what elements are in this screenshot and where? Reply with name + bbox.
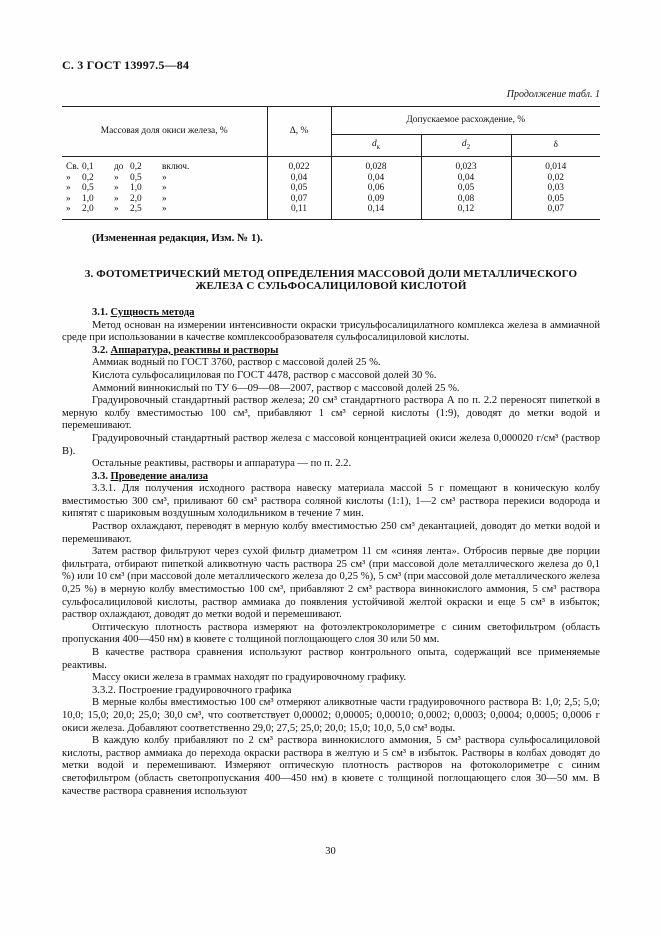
range-prefix: » [66,204,71,215]
range-to: 2,5 [130,204,142,215]
edition-note: (Измененная редакция, Изм. № 1). [92,231,263,244]
document-page [62,58,600,798]
d2-value: 0,08 [457,193,475,204]
sigma-cell [511,157,600,220]
paragraph: 3.3.1. Для получения исходного раствора навеску материала массой 5 г помещают в коническую колбу вместимостью 300 см³, приливают 60 см³ раствора соляной кислоты (1:1), 1—2 см³ раствора перекиси водорода и кипятят с шариковым воздушным холодильником в течение 7 мин. [62,483,600,520]
tolerance-table [62,106,600,220]
range-suffix: » [162,204,167,215]
dk-value: 0,06 [367,183,385,194]
range-mid: » [114,183,119,194]
mass-fraction-range [66,162,267,173]
delta-value: 0,11 [290,204,308,215]
mass-fraction-range [66,183,267,194]
delta-cell [267,157,331,220]
dk-value: 0,09 [367,193,385,204]
paragraph: 3.3.2. Построение градуировочного графика [92,684,292,696]
sigma-value: 0,05 [547,193,564,204]
range-from: 0,5 [82,183,94,194]
mass-fraction-cell [62,157,267,220]
subsection-heading: 3.2. Аппаратура, реактивы и растворы [92,344,279,356]
range-to: 1,0 [130,183,142,194]
mass-fraction-range [66,173,267,184]
dk-cell [331,157,421,220]
header-tolerance-group: Допускаемое расхождение, % [331,107,600,135]
sigma-value: 0,014 [545,162,567,172]
paragraph: Градуировочный стандартный раствор железа с массовой концентрацией окиси железа 0,000020 г/см³ (раствор В). [62,432,600,457]
subsection-heading: 3.1. Сущность метода [92,306,195,318]
range-mid: » [114,193,119,204]
range-prefix: Св. [66,162,80,172]
dk-value: 0,028 [365,162,387,172]
paragraph: Градуировочный стандартный раствор железа; 20 см³ стандартного раствора А по п. 2.2 переносят пипеткой в мерную колбу вместимостью 100 см³, прибавляют 1 см³ серной кислоты (1:9), доводят до метки водой и перемешивают. [62,395,600,432]
paragraph: Метод основан на измерении интенсивности окраски трисульфосалицилатного комплекса железа в аммиачной среде при использовании в качестве комплексообразователя сульфосалициловой кислоты. [62,319,600,344]
header-sigma: δ [511,135,600,157]
d2-value: 0,12 [457,204,475,215]
range-prefix: » [66,172,71,183]
range-suffix: » [162,172,167,183]
dk-value: 0,04 [367,172,385,183]
range-from: 1,0 [82,193,94,204]
range-mid: » [114,172,119,183]
delta-value: 0,022 [288,162,310,172]
paragraph: Остальные реактивы, растворы и аппаратура — по п. 2.2. [92,458,352,470]
section-body [62,307,600,798]
delta-value: 0,05 [290,183,308,194]
range-suffix: » [162,183,167,194]
d2-value: 0,04 [457,172,475,183]
header-d2: $d_2$ [421,135,511,157]
sigma-value: 0,07 [547,204,564,215]
table-body-row [62,157,600,220]
d2-value: 0,023 [455,162,477,172]
d2-value: 0,05 [457,183,475,194]
range-suffix: » [162,193,167,204]
paragraph: Затем раствор фильтруют через сухой фильтр диаметром 11 см «синяя лента». Отбросив первые две порции фильтрата, отбирают пипеткой аликвотную часть раствора 25 см³ (при массовой доле металлического железа до 0,1 %) или 10 см³ (при массовой доле металлического железа до 0,25 %), 5 см³ (при массовой доле металлического железа 0,25 %) в мерную колбу вместимостью 100 см³, прибавляют 2 см³ раствора виннокислого аммония, 5 см³ раствора сульфосалициловой кислоты, раствор аммиака до появления устойчивой желтой окраски и еще 5 см³ в избыток; раствор охлаждают, доводят до метки водой и перемешивают. [62,546,600,621]
range-to: 0,5 [130,172,142,183]
d2-cell [421,157,511,220]
range-prefix: » [66,183,71,194]
table-continuation-label: Продолжение табл. 1 [506,89,600,100]
paragraph: В качестве раствора сравнения используют раствор контрольного опыта, содержащий все применяемые реактивы. [62,647,600,671]
range-from: 0,2 [82,172,94,183]
page-header: С. 3 ГОСТ 13997.5—84 [62,58,190,72]
range-mid: до [114,162,124,172]
paragraph: Кислота сульфосалициловая по ГОСТ 4478, раствор с массовой долей 30 %. [92,369,437,381]
header-mass-fraction: Массовая доля окиси железа, % [62,107,267,157]
range-suffix: включ. [162,162,190,172]
page-number: 30 [325,846,336,857]
mass-fraction-range [66,194,267,205]
range-to: 0,2 [130,162,142,172]
paragraph: Аммиак водный по ГОСТ 3760, раствор с массовой долей 25 %. [92,357,381,369]
header-dk: $d_к$ [331,135,421,157]
dk-value: 0,14 [367,204,385,215]
subsection-heading: 3.3. Проведение анализа [92,470,209,482]
mass-fraction-range [66,204,267,215]
range-from: 2,0 [82,204,94,215]
paragraph: Аммоний виннокислый по ТУ 6—09—08—2007, раствор с массовой долей 25 %. [92,382,460,394]
sigma-value: 0,02 [547,172,564,183]
sigma-value: 0,03 [547,183,564,194]
paragraph: В каждую колбу прибавляют по 2 см³ раствора виннокислого аммония, 5 см³ раствора сульфосалициловой кислоты, раствор аммиака до перехода окраски раствора в желтую и 5 см³ в избыток. Растворы в колбах доводят до метки водой и перемешивают. Измеряют оптическую плотность растворов на фотоколориметре с синим светофильтром (область светопропускания 400—450 нм) в кювете с толщиной поглощающего слоя 30—50 мм. В качестве раствора сравнения используют [62,735,600,797]
range-mid: » [114,204,119,215]
paragraph: Раствор охлаждают, переводят в мерную колбу вместимостью 250 см³ декантацией, доводят до метки водой и перемешивают. [62,521,600,545]
paragraph: Оптическую плотность раствора измеряют на фотоэлектроколориметре с синим светофильтром (область пропускания 400—450 нм) в кювете с толщиной поглощающего слоя 30 или 50 мм. [62,621,600,646]
delta-value: 0,04 [290,172,308,183]
section-title: 3. ФОТОМЕТРИЧЕСКИЙ МЕТОД ОПРЕДЕЛЕНИЯ МАССОВОЙ ДОЛИ МЕТАЛЛИЧЕСКОГО ЖЕЛЕЗА С СУЛЬФОСАЛИЦИЛОВОЙ КИСЛОТОЙ [84,267,578,293]
range-prefix: » [66,193,71,204]
paragraph: В мерные колбы вместимостью 100 см³ отмеряют аликвотные части градуировочного раствора В: 1,0; 2,5; 5,0; 10,0; 15,0; 20,0; 25,0; 30,0 см³, что соответствует 0,00002; 0,00005; 0,00010; 0,0002; 0,0003; 0,0004; 0,0005; 0,0006 г окиси железа. Добавляют соответственно 29,0; 27,5; 25,0; 20,0; 15,0; 10,0, 5,0 см³ воды. [62,697,600,734]
delta-value: 0,07 [290,193,308,204]
range-from: 0,1 [82,162,94,172]
range-to: 2,0 [130,193,142,204]
paragraph: Массу окиси железа в граммах находят по градуировочному графику. [92,672,407,684]
header-delta: Δ, % [267,107,331,157]
